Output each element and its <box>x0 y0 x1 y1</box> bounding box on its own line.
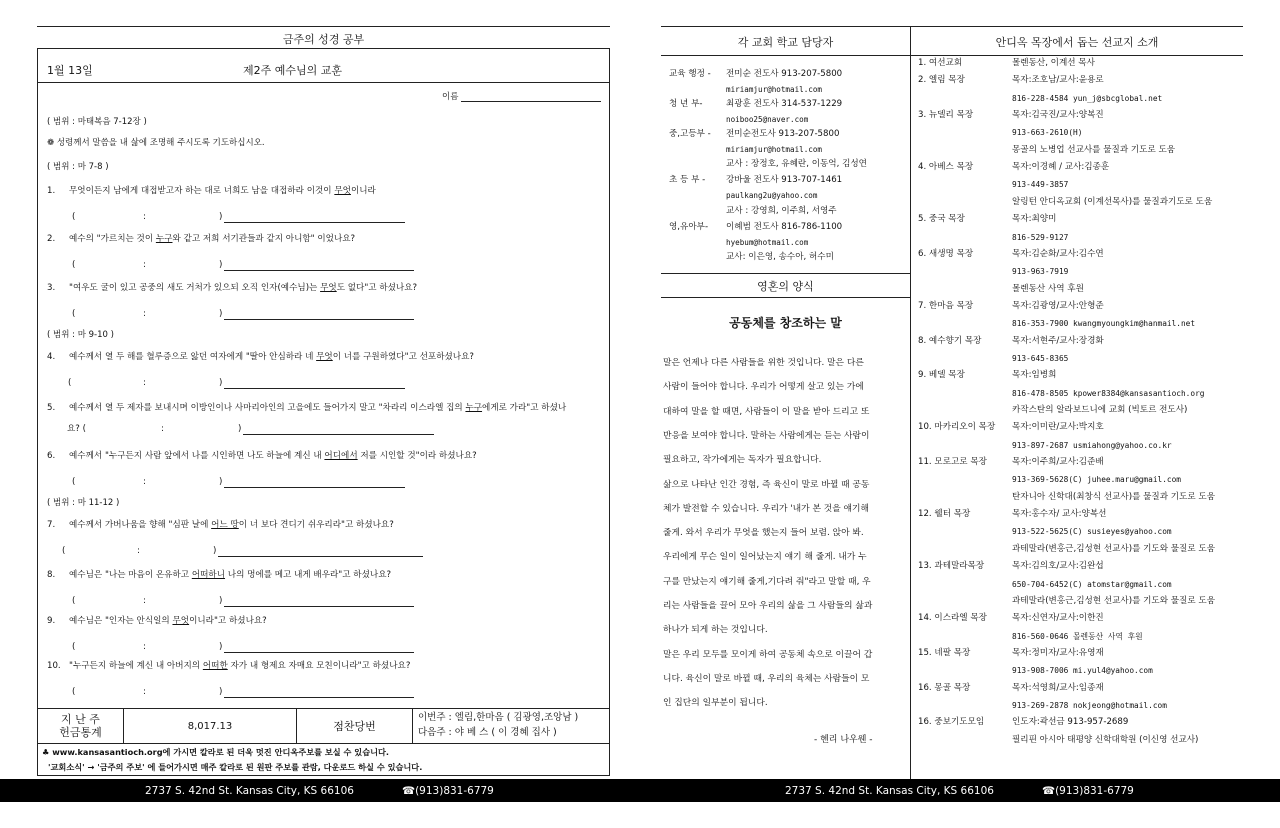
mission-detail: 목자:홍수자/ 교사:양복선 <box>1012 509 1107 520</box>
question-keyword: 어느 땅 <box>211 520 239 530</box>
footer-bar <box>0 779 1280 802</box>
mission-detail: 목자:이주희/교사:김준배 <box>1012 457 1104 468</box>
right-header-rule <box>661 55 1243 56</box>
mission-detail: 목자:석영희/교사:임종재 <box>1012 682 1104 693</box>
offering-amount: 8,017.13 <box>187 720 233 732</box>
answer-paren-close: ) <box>219 212 223 222</box>
staff-role: 교육 행정 - <box>669 69 711 79</box>
answer-colon: : <box>137 546 140 556</box>
mission-detail: 과테말라(변홍근,김성현 선교사)를 기도와 물질로 도움 <box>1012 595 1215 606</box>
question-text-end: 와 같고 저희 서기관들과 같지 아니함" 이었나요? <box>172 234 356 244</box>
answer-colon: : <box>143 642 146 652</box>
mission-label: 3. 뉴델리 목장 <box>918 110 974 121</box>
question-4 <box>47 352 474 363</box>
staff-line <box>669 222 842 233</box>
mission-label: 16. 몽골 목장 <box>918 682 971 693</box>
question-text-end: 도 없다"고 하셨나요? <box>336 283 418 293</box>
article-line: 인 집단의 일부분이 됩니다. <box>663 698 768 709</box>
answer-paren-open: ( <box>62 546 66 556</box>
answer-colon: : <box>143 596 146 606</box>
answer-line[interactable] <box>243 434 434 435</box>
article-line: 반응을 보여야 합니다. 말하는 사람에게는 듣는 사람이 <box>663 430 870 441</box>
footer-phone-right: ☎(913)831-6779 <box>1042 785 1134 797</box>
question-text-end: 이 너를 구원하였다"고 선포하셨나요? <box>332 352 474 362</box>
article-line: 말은 우리 모두를 모이게 하여 공동체 속으로 이끌어 갑 <box>663 649 873 660</box>
meal-this-week: 이번주 : 엘림,한마음 ( 김광영,조앙남 ) <box>418 712 579 723</box>
question-9 <box>47 616 267 627</box>
question-text: 예수께서 "누구든지 사람 앞에서 나를 시인하면 나도 하늘에 계신 내 <box>69 451 325 461</box>
question-keyword: 무엇 <box>334 186 351 196</box>
mission-detail: 몰렌동산 사역 후원 <box>1012 283 1084 294</box>
article-line: 삶으로 나타난 인간 경험, 즉 육신이 말로 바뀔 때 공동 <box>663 479 870 490</box>
article-line: 줄게. 와서 우리가 무엇을 했는지 들어 보렴. 앉아 봐. <box>663 528 864 539</box>
article-line: 하나가 되게 하는 것입니다. <box>663 625 768 636</box>
mission-label: 4. 아베스 목장 <box>918 162 974 173</box>
article-line: 대하여 말을 할 때면, 사람들이 이 말을 받아 드리고 또 <box>663 406 870 417</box>
answer-line[interactable] <box>224 222 405 223</box>
food-header: 영혼의 양식 <box>757 280 814 293</box>
answer-colon: : <box>161 424 164 434</box>
answer-paren-close: ) <box>219 260 223 270</box>
question-text-end: 이 너 보다 견디기 쉬우리라"고 하셨나요? <box>238 520 394 530</box>
answer-line[interactable] <box>224 652 414 653</box>
answer-paren-close: ) <box>219 378 223 388</box>
question-number: 4. <box>47 352 56 362</box>
question-number: 9. <box>47 616 56 626</box>
mission-detail: 913-963-7919 <box>1012 267 1069 277</box>
answer-paren-open: ( <box>72 260 76 270</box>
answer-colon: : <box>143 378 146 388</box>
staff-line <box>669 84 822 96</box>
mission-detail: 목자:이경혜 / 교사:김종훈 <box>1012 162 1110 173</box>
answer-paren-open: ( <box>72 687 76 697</box>
article-line: 우리에게 무슨 일이 일어났는지 얘기 해 줄게. 내가 누 <box>663 552 867 563</box>
question-number: 1. <box>47 186 56 196</box>
question-number: 5. <box>47 403 56 413</box>
answer-line[interactable] <box>224 606 414 607</box>
answer-colon: : <box>143 260 146 270</box>
name-input-line[interactable] <box>461 101 601 102</box>
study-title: 제2주 예수님의 교훈 <box>243 64 342 77</box>
mission-detail: 목자:김의호/교사:김완섭 <box>1012 561 1104 572</box>
right-col-divider <box>910 26 911 779</box>
question-text-end: 이니라 <box>350 186 376 196</box>
mission-label: 8. 예수향기 목장 <box>918 335 982 346</box>
staff-role: 중,고등부 - <box>669 129 711 139</box>
question-keyword: 누구 <box>155 234 173 244</box>
staff-line <box>669 190 817 202</box>
question-8 <box>47 570 391 581</box>
staff-detail: 교사: 이은영, 송수아, 허수미 <box>726 252 834 262</box>
answer-colon: : <box>143 309 146 319</box>
question-keyword: 누구 <box>465 403 483 413</box>
prayer-line: ❁ 성령께서 말씀을 내 삶에 조명해 주시도록 기도하십시오. <box>47 138 265 148</box>
staff-role: 청 년 부- <box>669 99 703 109</box>
mission-label: 16. 중보기도모임 <box>918 717 985 728</box>
footer-address-right: 2737 S. 42nd St. Kansas City, KS 66106 <box>785 785 994 797</box>
mission-detail: 목자:최양미 <box>1012 214 1057 225</box>
question-number: 7. <box>47 520 56 530</box>
article-author: - 헨리 나우웬 - <box>814 735 873 745</box>
staff-line <box>669 144 822 156</box>
mission-detail: 913-449-3857 <box>1012 180 1069 190</box>
mission-label: 14. 이스라엘 목장 <box>918 613 987 624</box>
section-range-3: ( 범위 : 마 11-12 ) <box>47 498 120 508</box>
staff-line <box>669 206 837 217</box>
question-text-end: 자가 내 형제요 자매요 모친이니라"고 하셨나요? <box>227 661 411 671</box>
question-5 <box>47 403 566 414</box>
staff-role: 초 등 부 - <box>669 175 706 185</box>
mission-detail: 목자:임병희 <box>1012 370 1057 381</box>
mission-detail[interactable]: 913-897-2687 usmiahong@yahoo.co.kr <box>1012 440 1172 450</box>
staff-detail[interactable]: paulkang2u@yahoo.com <box>726 191 818 200</box>
answer-paren-open: ( <box>68 378 72 388</box>
staff-line <box>669 175 842 186</box>
article-line: 구를 만났는지 얘기해 줄게,기다려 줘"라고 말할 때, 우 <box>663 576 871 587</box>
answer-paren-close: ) <box>238 424 242 434</box>
question-5-continued: 요? ( <box>67 424 86 434</box>
mission-label: 5. 중국 목장 <box>918 214 965 225</box>
mission-detail[interactable]: 913-369-5628(C) juhee.maru@gmail.com <box>1012 475 1181 485</box>
mission-detail: 목자:신연자/교사:이한진 <box>1012 613 1104 624</box>
mission-detail: 913-663-2610(H) <box>1012 128 1083 138</box>
staff-detail: 전미순전도사 913-207-5800 <box>726 129 840 139</box>
meal-next-week: 다음주 : 야 베 스 ( 이 경혜 집사 ) <box>418 727 557 738</box>
question-text: 무엇이든지 남에게 대접받고자 하는 대로 너희도 남을 대접하라 이것이 <box>69 186 335 196</box>
mission-label: 10. 마카리오이 목장 <box>918 422 996 433</box>
question-keyword: 무엇 <box>316 352 333 362</box>
staff-detail: 최광훈 전도사 314-537-1229 <box>726 99 843 109</box>
question-text-end: 이니라"고 하셨나요? <box>189 616 267 626</box>
download-note: '교회소식' → '금주의 주보' 에 들어가시면 매주 칼라로 된 원판 주보를 관람, 다운로드 하실 수 있습니다. <box>48 762 423 772</box>
answer-paren-open: ( <box>72 477 76 487</box>
mission-detail[interactable]: 913-269-2878 nokjeong@hotmail.com <box>1012 700 1167 710</box>
left-top-rule <box>37 26 610 27</box>
mission-detail: 목자:김순화/교사:김수연 <box>1012 248 1104 259</box>
answer-colon: : <box>143 212 146 222</box>
question-text: 예수님은 "인자는 안식일의 <box>69 616 173 626</box>
answer-paren-close: ) <box>219 642 223 652</box>
question-text: 예수님은 "나는 마음이 온유하고 <box>69 570 192 580</box>
question-text: 예수께서 열 두 해를 혈루증으로 앓던 여자에게 "딸아 안심하라 네 <box>69 352 317 362</box>
answer-line[interactable] <box>224 319 414 320</box>
staff-role: 영,유아부- <box>669 222 709 232</box>
mission-detail: 목자:조호남/교사:윤용로 <box>1012 75 1104 86</box>
question-keyword: 어디에서 <box>324 451 358 461</box>
mission-label: 1. 여선교회 <box>918 58 963 68</box>
answer-paren-open: ( <box>72 212 76 222</box>
meal-duty-label: 점찬당번 <box>333 719 376 733</box>
right-top-rule <box>661 26 1243 27</box>
food-top-rule <box>661 273 910 274</box>
mission-detail: 과테말라(변홍근,김성현 선교사)를 기도와 물질로 도움 <box>1012 543 1215 554</box>
mission-label: 13. 과테말라목장 <box>918 561 985 572</box>
study-date: 1월 13일 <box>47 64 93 77</box>
mission-label: 2. 엘림 목장 <box>918 75 965 86</box>
question-keyword: 무엇 <box>172 616 190 626</box>
range-all: ( 범위 : 마태복음 7-12장 ) <box>47 117 147 127</box>
answer-paren-close: ) <box>219 309 223 319</box>
offering-label: 지 난 주 헌금통계 <box>59 713 102 739</box>
mission-detail[interactable]: 913-522-5625(C) susieyes@yahoo.com <box>1012 527 1172 537</box>
question-text-end: 저를 시인할 것"이라 하셨나요? <box>357 451 477 461</box>
question-text: 예수께서 가버나움을 향해 "심판 날에 <box>69 520 212 530</box>
answer-colon: : <box>143 477 146 487</box>
mission-detail: 알링턴 안디옥교회 (이계선목사)를 물질과기도로 도움 <box>1012 196 1213 207</box>
staff-line <box>669 69 842 80</box>
name-label: 이름 <box>442 92 459 102</box>
mission-detail[interactable]: 816-478-8505 kpower8384@kansasantioch.org <box>1012 388 1205 398</box>
mission-detail: 필리핀 아시아 태평양 신학대학원 (이신영 선교사) <box>1012 734 1199 745</box>
answer-paren-open: ( <box>72 596 76 606</box>
answer-paren-close: ) <box>219 596 223 606</box>
mission-detail: 913-645-8365 <box>1012 353 1069 363</box>
mission-detail[interactable]: 816-228-4584 yun_j@sbcglobal.net <box>1012 93 1163 103</box>
mission-detail[interactable]: 913-908-7006 mi.yul4@yahoo.com <box>1012 666 1153 676</box>
article-line: 체가 발전할 수 있습니다. 우리가 '내가 본 것을 얘기해 <box>663 503 870 514</box>
question-2 <box>47 234 355 245</box>
question-number: 3. <box>47 283 56 293</box>
food-bottom-rule <box>661 297 910 298</box>
question-1 <box>47 186 376 197</box>
staff-detail: 전미순 전도사 913-207-5800 <box>726 69 843 79</box>
question-6 <box>47 451 477 462</box>
staff-line <box>669 237 808 249</box>
staff-detail[interactable]: miriamjur@hotmail.com <box>726 85 823 94</box>
mission-label: 11. 모로고로 목장 <box>918 457 987 468</box>
title-rule <box>37 82 610 83</box>
answer-paren-close: ) <box>219 477 223 487</box>
website-note: ♣ www.kansasantioch.org에 가시면 칼라로 된 더욱 멋진 안디옥주보를 보실 수 있습니다. <box>42 747 390 757</box>
question-7 <box>47 520 394 531</box>
mission-detail: 몰렌동산, 이계선 목사 <box>1012 58 1095 68</box>
staff-detail: 이혜범 전도사 816-786-1100 <box>726 222 843 232</box>
staff-detail: 강바울 전도사 913-707-1461 <box>726 175 843 185</box>
box-div-3 <box>412 708 413 744</box>
staff-line <box>669 129 839 140</box>
mission-label: 6. 새생명 목장 <box>918 248 974 259</box>
staff-header: 각 교회 학교 담당자 <box>737 36 834 49</box>
answer-paren-open: ( <box>72 642 76 652</box>
answer-paren-open: ( <box>72 309 76 319</box>
footer-address-left: 2737 S. 42nd St. Kansas City, KS 66106 <box>145 785 354 797</box>
mission-label: 7. 한마음 목장 <box>918 300 974 311</box>
answer-line[interactable] <box>224 270 414 271</box>
mission-detail: 카작스탄의 알라보드니에 교회 (빅토르 전도사) <box>1012 405 1188 415</box>
question-number: 10. <box>47 661 61 671</box>
question-text: "여우도 굴이 있고 공중의 새도 거처가 있으되 오직 인자(예수님)는 <box>69 283 321 293</box>
article-line: 리는 사람들을 끌어 모아 우리의 삶을 그 사람들의 삶과 <box>663 601 873 611</box>
mission-detail: 목자:김국진/교사:양복진 <box>1012 110 1104 121</box>
staff-detail[interactable]: hyebum@hotmail.com <box>726 238 809 247</box>
answer-paren-close: ) <box>219 687 223 697</box>
staff-line <box>669 99 842 110</box>
mission-label: 9. 베델 목장 <box>918 370 965 381</box>
question-text: "누구든지 하늘에 계신 내 아버지의 <box>69 661 203 671</box>
mission-detail: 몽골의 노병업 선교사를 물질과 기도로 도움 <box>1012 144 1176 155</box>
mission-header: 안디옥 목장에서 돕는 선교지 소개 <box>995 36 1159 49</box>
question-text-end: 나의 멍에를 메고 내게 배우라"고 하셨나요? <box>225 570 392 580</box>
answer-line[interactable] <box>218 556 423 557</box>
answer-line[interactable] <box>224 388 405 389</box>
mission-detail[interactable]: 816-353-7900 kwangmyoungkim@hanmail.net <box>1012 319 1196 329</box>
answer-line[interactable] <box>224 697 414 698</box>
bible-study-header: 금주의 성경 공부 <box>282 33 365 46</box>
mission-detail[interactable]: 650-704-6452(C) atomstar@gmail.com <box>1012 579 1172 589</box>
question-number: 6. <box>47 451 56 461</box>
staff-detail[interactable]: noiboo25@naver.com <box>726 115 809 124</box>
question-text-end: 에게로 가라"고 하셨나 <box>482 403 567 413</box>
staff-detail: 교사 : 강영희, 이주희, 서영주 <box>726 206 837 216</box>
article-line: 말은 언제나 다른 사람들을 위한 것입니다. 말은 다른 <box>663 358 864 368</box>
mission-detail: 816-560-0646 몰렌동산 사역 후원 <box>1012 631 1143 641</box>
section-range-2: ( 범위 : 마 9-10 ) <box>47 330 114 340</box>
article-title: 공동체를 창조하는 말 <box>729 316 842 330</box>
mission-detail: 탄자니아 신학대(최창식 선교사)를 물질과 기도로 도움 <box>1012 491 1215 502</box>
question-keyword: 어떠한 <box>202 661 228 671</box>
question-text: 예수께서 열 두 제자를 보내시며 이방인이나 사마리아인의 고을에도 들어가지 말고 "차라리 이스라엘 집의 <box>69 403 466 413</box>
staff-detail: 교사 : 장정호, 유혜란, 이동억, 김성연 <box>726 159 867 169</box>
section-range-1: ( 범위 : 마 7-8 ) <box>47 162 109 172</box>
article-line: 필요하고, 작가에게는 독자가 필요합니다. <box>663 455 822 466</box>
question-keyword: 무엇 <box>320 283 337 293</box>
mission-label: 15. 네팔 목장 <box>918 647 971 658</box>
staff-line <box>669 252 834 263</box>
mission-detail: 목자:이미란/교사:박지호 <box>1012 422 1104 433</box>
article-line: 니다. 육신이 말로 바뀔 때, 우리의 육체는 사람들이 모 <box>663 673 870 684</box>
staff-line <box>669 114 808 126</box>
question-keyword: 어떠하니 <box>191 570 226 580</box>
mission-detail: 816-529-9127 <box>1012 232 1069 242</box>
question-number: 2. <box>47 234 56 244</box>
question-10 <box>47 661 410 672</box>
answer-paren-close: ) <box>213 546 217 556</box>
mission-detail: 목자:김광영/교사:안형준 <box>1012 300 1104 311</box>
mission-detail: 인도자:곽선금 913-957-2689 <box>1012 717 1129 728</box>
answer-colon: : <box>143 687 146 697</box>
staff-line <box>669 159 867 170</box>
question-number: 8. <box>47 570 56 580</box>
question-3 <box>47 283 417 294</box>
mission-detail: 목자:정미자/교사:유영재 <box>1012 647 1104 658</box>
answer-line[interactable] <box>224 487 405 488</box>
article-line: 사람이 들어야 합니다. 우리가 어떻게 살고 있는 가에 <box>663 382 864 393</box>
mission-label: 12. 웰터 목장 <box>918 509 971 520</box>
mission-detail: 목자:서현주/교사:장경화 <box>1012 335 1104 346</box>
question-text: 예수의 "가르치는 것이 <box>69 234 156 244</box>
staff-detail[interactable]: miriamjur@hotmail.com <box>726 145 823 154</box>
footer-phone-left: ☎(913)831-6779 <box>402 785 494 797</box>
